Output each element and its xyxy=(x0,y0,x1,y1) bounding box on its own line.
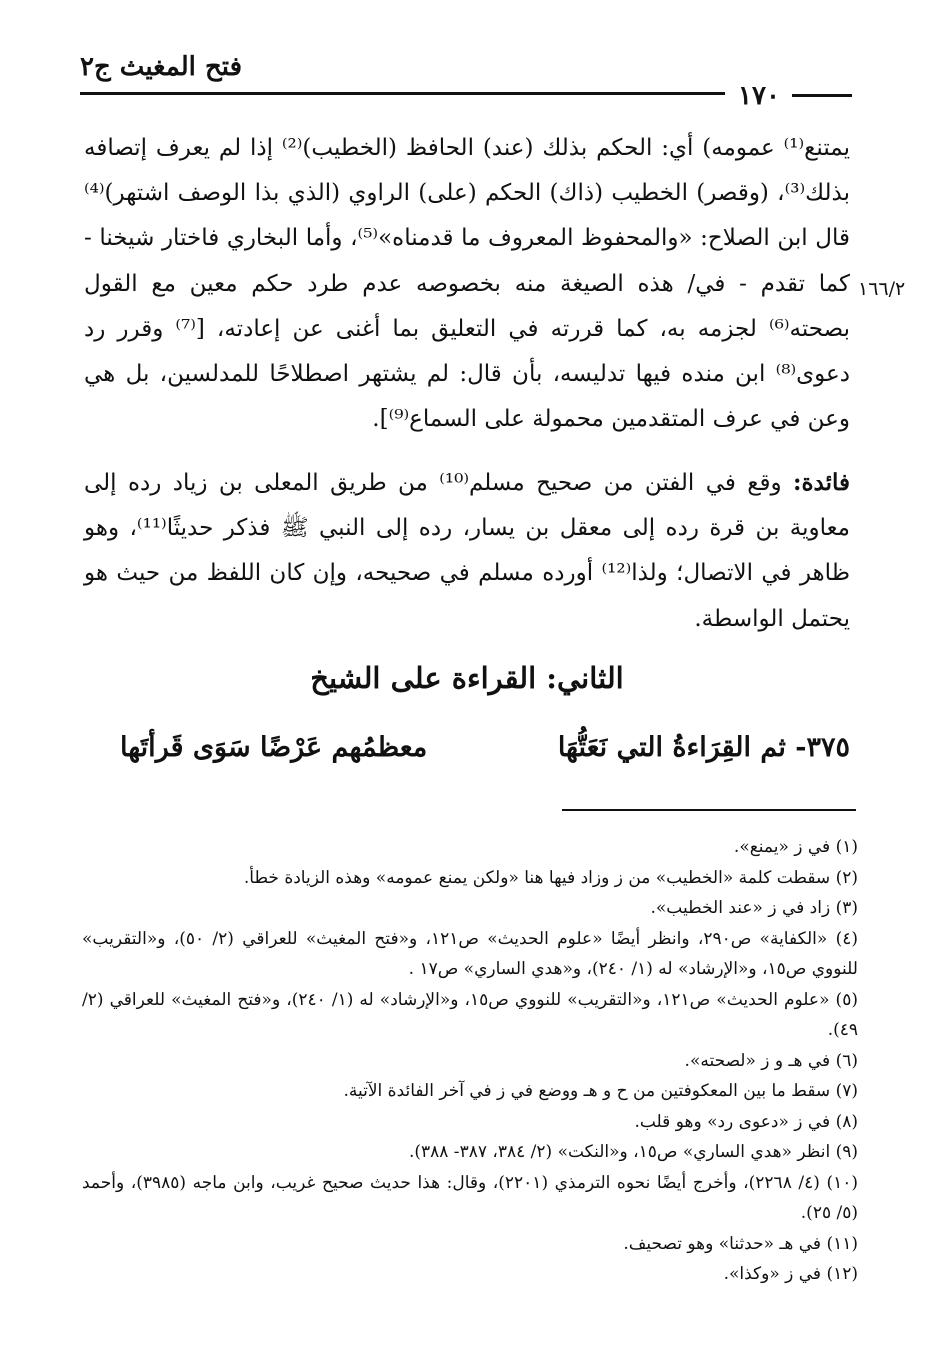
page-number-dash xyxy=(792,94,852,97)
fayda-text: وقع في الفتن من صحيح مسلم⁽¹⁰⁾ من طريق المعلى بن زياد رده إلى معاوية بن قرة رده إلى معقل بن يسار، رده إلى النبي ﷺ فذكر حديثًا⁽¹¹⁾، وهو ظاهر في الاتصال؛ ولذا⁽¹²⁾ أورده مسلم في صحيحه، وإن كان اللفظ من حيث هو يحتمل الواسطة. xyxy=(84,470,851,632)
footnote: (١) في ز «يمنع». xyxy=(733,837,858,857)
footnote: (٥) «علوم الحديث» ص١٢١، و«التقريب» للنووي ص١٥، و«الإرشاد» له (١/ ٢٤٠)، و«فتح المغيث» للعراقي (٢/ ٤٩). xyxy=(82,989,858,1040)
footnote: (٤) «الكفاية» ص٢٩٠، وانظر أيضًا «علوم الحديث» ص١٢١، و«فتح المغيث» للعراقي (٢/ ٥٠)، و«التقريب» للنووي ص١٥، و«الإرشاد» له (١/ ٢٤٠)، و«هدي الساري» ص١٧ . xyxy=(82,928,858,979)
running-title: فتح المغيث ج٢ xyxy=(80,52,243,82)
footnote: (٧) سقط ما بين المعكوفتين من ح و هـ ووضع في ز في آخر الفائدة الآتية. xyxy=(343,1081,858,1101)
section-heading: الثاني: القراءة على الشيخ xyxy=(310,661,624,695)
footnote: (١٢) في ز «وكذا». xyxy=(723,1264,858,1284)
verse-first-hemistich: ٣٧٥- ثم القِرَاءةُ التي نَعَتُّهَا xyxy=(557,732,850,763)
margin-volume-page-note: ١٦٦/٢ xyxy=(858,278,906,300)
header-rule xyxy=(80,92,725,95)
footnote: (٨) في ز «دعوى رد» وهو قلب. xyxy=(634,1111,858,1132)
footnote: (١١) في هـ «حدثنا» وهو تصحيف. xyxy=(623,1233,858,1254)
footnotes-list xyxy=(82,832,858,1290)
body-paragraph-1: يمتنع⁽¹⁾ عمومه) أي: الحكم بذلك (عند) الحافظ (الخطيب)⁽²⁾ إذا لم يعرف إتصافه بذلك⁽³⁾، (وقصر) الخطيب (ذاك) الحكم (على) الراوي (الذي بذا الوصف اشتهر)⁽⁴⁾ قال ابن الصلاح: «والمحفوظ المعروف ما قدمناه»⁽⁵⁾، وأما البخاري فاختار شيخنا - كما تقدم - في/ هذه الصيغة منه بخصوصه عدم طرد حكم معين مع القول بصحته⁽⁶⁾ لجزمه به، كما قررته في التعليق بما أغنى عن إعادته، [⁽⁷⁾ وقرر رد دعوى⁽⁸⁾ ابن منده فيها تدليسه، بأن قال: لم يشتهر اصطلاحًا للمدلسين، بل هي وعن في عرف المتقدمين محمولة على السماع⁽⁹⁾]. xyxy=(84,135,850,433)
footnote: (١٠) (٤/ ٢٢٦٨)، وأخرج أيضًا نحوه الترمذي (٢٢٠١)، وقال: هذا حديث صحيح غريب، وابن ماجه (٣٩٨٥)، وأحمد (٥/ ٢٥). xyxy=(82,1172,858,1223)
footnote: (٩) انظر «هدي الساري» ص١٥، و«النكت» (٢/ ٣٨٤، ٣٨٧- ٣٨٨). xyxy=(408,1142,858,1162)
footnote: (٢) سقطت كلمة «الخطيب» من ز وزاد فيها هنا «ولكن يمنع عمومه» وهذه الزيادة خطأ. xyxy=(243,867,858,888)
footnote: (٦) في هـ و ز «لصحته». xyxy=(684,1050,858,1071)
body-paragraph-2 xyxy=(84,460,850,642)
footnote: (٣) زاد في ز «عند الخطيب». xyxy=(650,898,858,918)
fayda-label: فائدة: xyxy=(792,469,850,496)
page-number: ١٧٠ xyxy=(738,81,780,111)
footnote-separator xyxy=(562,809,856,811)
verse-second-hemistich: معظمُهم عَرْضًا سَوَى قَرأتَها xyxy=(120,732,428,763)
